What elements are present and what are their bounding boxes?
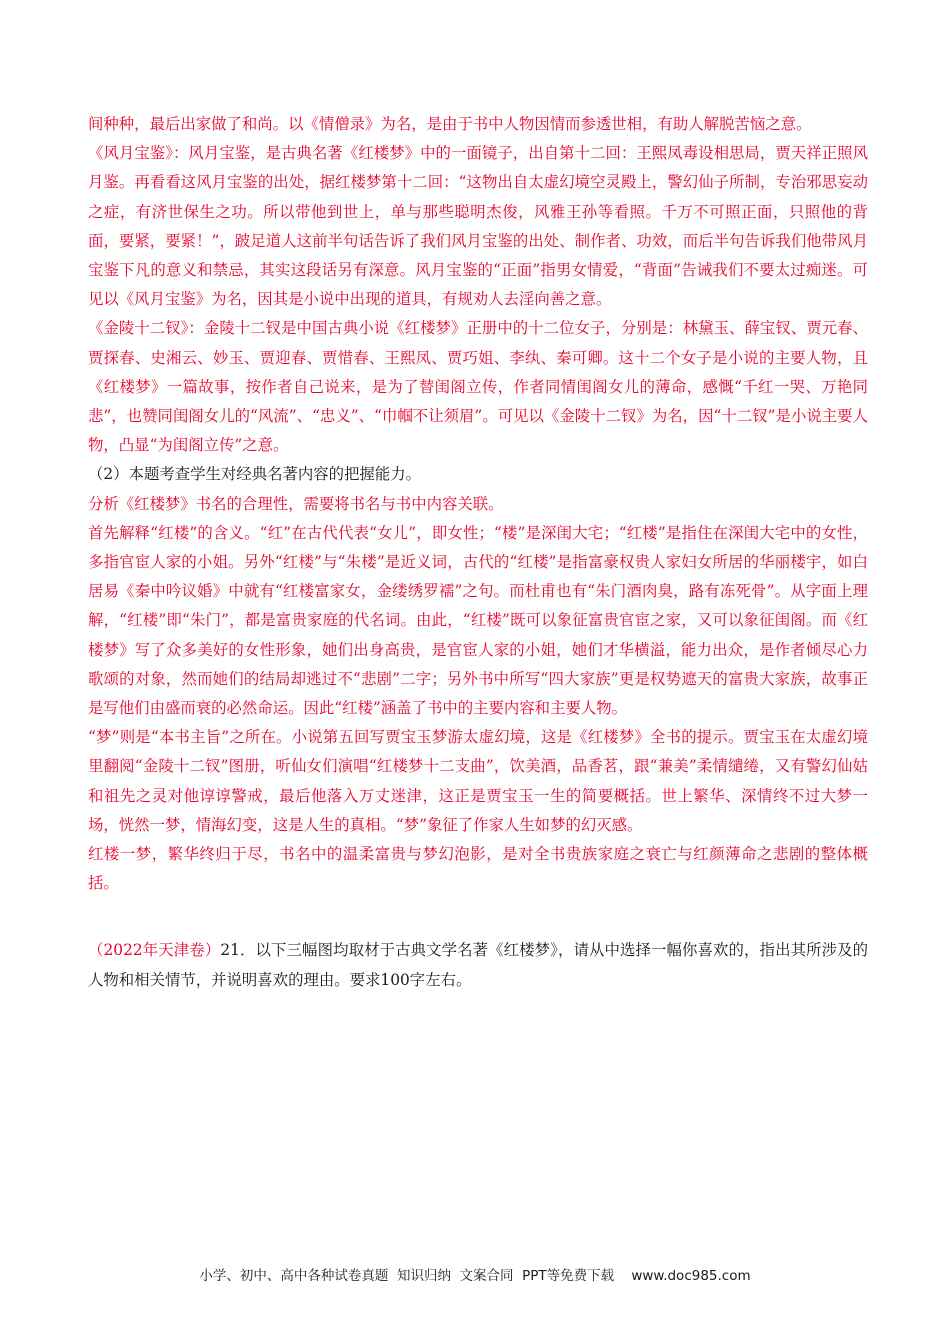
answer-paragraph-qingsenglu: 间种种，最后出家做了和尚。以《情僧录》为名，是由于书中人物因情而参透世相，有助人解脱苦恼之意。: [88, 115, 812, 133]
answer-paragraph-meng-meaning: “梦”则是“本书主旨”之所在。小说第五回写贾宝玉梦游太虚幻境，这是《红楼梦》全书的提示。贾宝玉在太虚幻境里翻阅“金陵十二钗”图册，听仙女们演唱“红楼梦十二支曲”，饮美酒，品香茗，跟“兼美”柔情缱绻，又有警幻仙姑和祖先之灵对他谆谆警戒，最后他落入万丈迷津，这正是贾宝玉一生的简要概括。世上繁华、深情终不过大梦一场，恍然一梦，情海幻变，这是人生的真相。“梦”象征了作家人生如梦的幻灭感。: [88, 728, 868, 834]
page-footer: [0, 1264, 950, 1284]
document-body: [88, 110, 868, 995]
answer-paragraph-analysis-intro: 分析《红楼梦》书名的合理性，需要将书名与书中内容关联。: [88, 494, 504, 513]
question-text: 21．以下三幅图均取材于古典文学名著《红楼梦》，请从中选择一幅你喜欢的，指出其所涉及的人物和相关情节，并说明喜欢的理由。要求100字左右。: [88, 941, 868, 989]
answer-paragraph-jinling-shierchai: 《金陵十二钗》：金陵十二钗是中国古典小说《红楼梦》正册中的十二位女子，分别是：林黛玉、薛宝钗、贾元春、贾探春、史湘云、妙玉、贾迎春、贾惜春、王熙凤、贾巧姐、李纨、秦可卿。这十二个女子是小说的主要人物，且《红楼梦》一篇故事，按作者自己说来，是为了替闺阁立传，作者同情闺阁女儿的薄命，感慨“千红一哭、万艳同悲”，也赞同闺阁女儿的“风流”、“忠义”、“巾帼不让须眉”。可见以《金陵十二钗》为名，因“十二钗”是小说主要人物，凸显“为闺阁立传”之意。: [88, 319, 868, 455]
footer-text: 小学、初中、高中各种试卷真题 知识归纳 文案合同 PPT等免费下载: [199, 1268, 615, 1284]
answer-paragraph-honglou-meaning: 首先解释“红楼”的含义。“红”在古代代表“女儿”，即女性；“楼”是深闺大宅；“红楼”是指住在深闺大宅中的女性，多指官宦人家的小姐。另外“红楼”与“朱楼”是近义词，古代的“红楼”是指富豪权贵人家妇女所居的华丽楼宇，如白居易《秦中吟议婚》中就有“红楼富家女，金缕绣罗襦”之句。而杜甫也有“朱门酒肉臭，路有冻死骨”。从字面上理解，“红楼”即“朱门”，都是富贵家庭的代名词。由此，“红楼”既可以象征富贵官宦之家，又可以象征闺阁。而《红楼梦》写了众多美好的女性形象，她们出身高贵，是官宦人家的小姐，她们才华横溢，能力出众，是作者倾尽心力歌颂的对象，然而她们的结局却逃过不“悲剧”二字；另外书中所写“四大家族”更是权势遮天的富贵大家族，故事正是写他们由盛而衰的必然命运。因此“红楼”涵盖了书中的主要内容和主要人物。: [88, 523, 868, 718]
footer-link[interactable]: www.doc985.com: [631, 1268, 751, 1284]
answer-paragraph-fengyuebaojian: 《风月宝鉴》：风月宝鉴，是古典名著《红楼梦》中的一面镜子，出自第十二回：王熙凤毒设相思局，贾天祥正照风月鉴。再看看这风月宝鉴的出处，据红楼梦第十二回：“这物出自太虚幻境空灵殿上，警幻仙子所制，专治邪思妄动之症，有济世保生之功。所以带他到世上，单与那些聪明杰俊，风雅王孙等看照。千万不可照正面，只照他的背面，要紧，要紧！”，跛足道人这前半句话告诉了我们风月宝鉴的出处、制作者、功效，而后半句告诉我们他带风月宝鉴下凡的意义和禁忌，其实这段话另有深意。风月宝鉴的“正面”指男女情爱，“背面”告诫我们不要太过痴迷。可见以《风月宝鉴》为名，因其是小说中出现的道具，有规劝人去淫向善之意。: [88, 144, 868, 309]
answer-paragraph-summary: 红楼一梦，繁华终归于尽，书名中的温柔富贵与梦幻泡影，是对全书贵族家庭之衰亡与红颜薄命之悲剧的整体概括。: [88, 845, 868, 893]
question-21: [88, 936, 868, 994]
question-source: （2022年天津卷）: [88, 941, 221, 960]
answer-part-2-heading: （2）本题考查学生对经典名著内容的把握能力。: [88, 465, 421, 484]
